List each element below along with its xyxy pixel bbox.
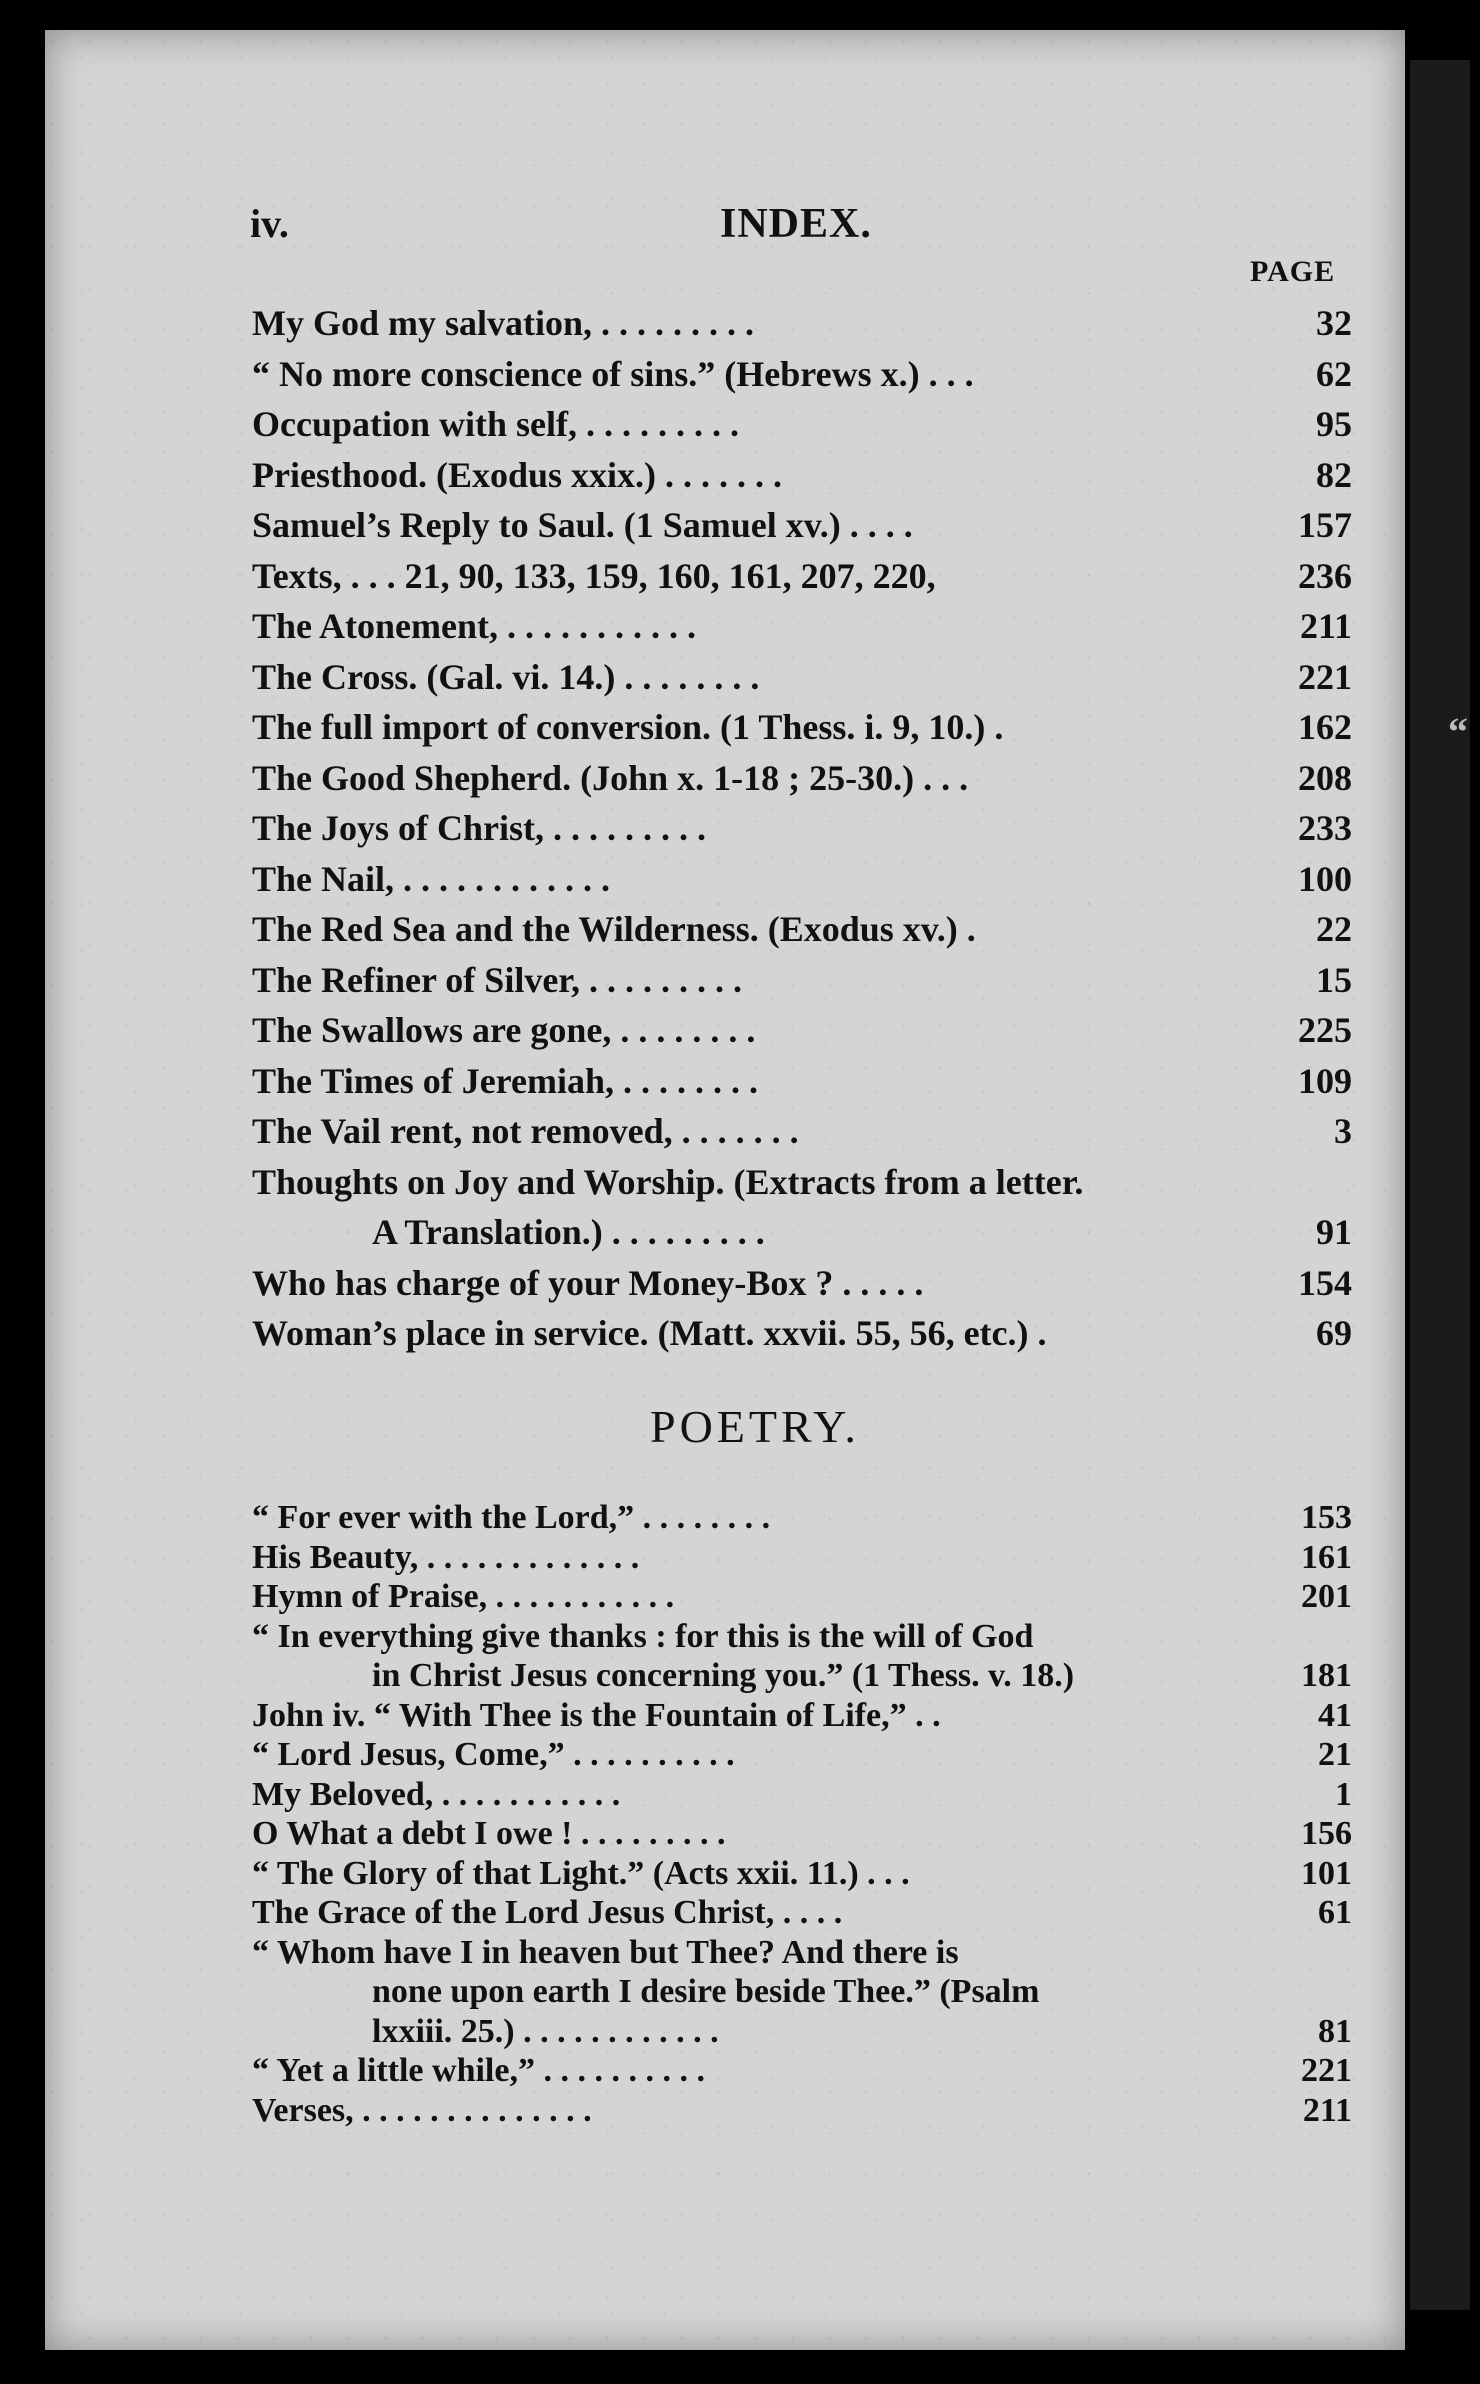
entry-title-line: “ No more conscience of sins.” (Hebrews x.) . . . xyxy=(252,353,974,394)
index-title: INDEX. xyxy=(720,201,872,247)
index-entry xyxy=(252,1775,1352,1815)
entry-title-line: John iv. “ With Thee is the Fountain of Life,” . . xyxy=(252,1696,941,1734)
entry-title-line: The Nail, . . . . . . . . . . . . xyxy=(252,858,611,899)
entry-page-number: 109 xyxy=(1298,1060,1352,1101)
entry-page-number: 69 xyxy=(1316,1313,1352,1353)
index-entry xyxy=(252,551,1352,602)
entry-title-line: Thoughts on Joy and Worship. (Extracts from a letter. xyxy=(252,1161,1084,1202)
index-entry xyxy=(252,955,1352,1006)
entry-page-number: 221 xyxy=(1301,2052,1352,2089)
index-entry xyxy=(252,1893,1352,1933)
entry-title-line: The Times of Jeremiah, . . . . . . . . xyxy=(252,1060,758,1101)
entry-page-number: 91 xyxy=(1316,1212,1352,1252)
index-entry xyxy=(252,753,1352,804)
entry-title-line: The Grace of the Lord Jesus Christ, . . . . xyxy=(252,1894,843,1931)
index-entry xyxy=(252,1854,1352,1894)
entry-page-number: 154 xyxy=(1298,1262,1352,1303)
entry-page-number: 22 xyxy=(1316,909,1352,949)
index-entry xyxy=(252,2091,1352,2131)
entry-page-number: 15 xyxy=(1316,959,1352,1000)
index-entry xyxy=(252,652,1352,703)
entry-title-line: O What a debt I owe ! . . . . . . . . . xyxy=(252,1815,726,1852)
entry-title-line: The Swallows are gone, . . . . . . . . xyxy=(252,1010,756,1050)
entry-title-line: Woman’s place in service. (Matt. xxvii. 55, 56, etc.) . xyxy=(252,1313,1047,1353)
entry-title-line: lxxiii. 25.) . . . . . . . . . . . . xyxy=(372,2012,719,2050)
entry-page-number: 61 xyxy=(1318,1894,1352,1931)
entry-title-line: “ Lord Jesus, Come,” . . . . . . . . . . xyxy=(252,1736,735,1773)
index-entry xyxy=(252,1696,1352,1736)
entry-page-number: 100 xyxy=(1298,858,1352,899)
index-entry xyxy=(252,854,1352,905)
entry-title-line: My God my salvation, . . . . . . . . . xyxy=(252,303,755,343)
index-entry xyxy=(252,2051,1352,2091)
entry-title-line: The Cross. (Gal. vi. 14.) . . . . . . . . xyxy=(252,656,760,697)
index-entry xyxy=(252,1157,1352,1258)
index-entry xyxy=(252,601,1352,652)
entry-title-line: The Good Shepherd. (John x. 1-18 ; 25-30.) . . . xyxy=(252,757,969,798)
entry-page-number: 181 xyxy=(1301,1657,1352,1694)
entry-page-number: 201 xyxy=(1301,1578,1352,1615)
entry-title-line: The full import of conversion. (1 Thess. i. 9, 10.) . xyxy=(252,707,1004,747)
prose-index-list xyxy=(252,298,1352,1359)
entry-page-number: 41 xyxy=(1318,1696,1352,1734)
index-entry xyxy=(252,349,1352,400)
entry-page-number: 82 xyxy=(1316,454,1352,495)
entry-title-line: The Refiner of Silver, . . . . . . . . . xyxy=(252,959,742,1000)
entry-title-line: The Joys of Christ, . . . . . . . . . xyxy=(252,808,707,848)
entry-title-line: My Beloved, . . . . . . . . . . . xyxy=(252,1775,621,1813)
entry-title-line: Who has charge of your Money-Box ? . . . . . xyxy=(252,1262,924,1303)
roman-page-number: iv. xyxy=(250,201,289,246)
entry-page-number: 208 xyxy=(1298,757,1352,798)
index-entry xyxy=(252,1933,1352,2052)
entry-title-line: none upon earth I desire beside Thee.” (Psalm xyxy=(372,1973,1040,2010)
entry-title-line: Texts, . . . 21, 90, 133, 159, 160, 161, 207, 220, xyxy=(252,555,936,596)
entry-title-line: “ Yet a little while,” . . . . . . . . . . xyxy=(252,2052,705,2089)
entry-page-number: 21 xyxy=(1318,1736,1352,1773)
page-column-label: PAGE xyxy=(1250,255,1336,288)
index-entry xyxy=(252,1498,1352,1538)
index-entry xyxy=(252,1258,1352,1309)
index-entry xyxy=(252,1056,1352,1107)
index-entry xyxy=(252,1106,1352,1157)
index-entry xyxy=(252,904,1352,955)
entry-title-line: Occupation with self, . . . . . . . . . xyxy=(252,404,740,444)
entry-title-line: Hymn of Praise, . . . . . . . . . . . xyxy=(252,1578,675,1615)
entry-page-number: 157 xyxy=(1298,505,1352,545)
index-entry xyxy=(252,803,1352,854)
entry-page-number: 1 xyxy=(1335,1775,1352,1813)
index-entry xyxy=(252,1005,1352,1056)
index-entry xyxy=(252,1538,1352,1578)
entry-page-number: 162 xyxy=(1298,707,1352,747)
poetry-heading: POETRY. xyxy=(650,1401,860,1452)
entry-title-line: The Red Sea and the Wilderness. (Exodus xv.) . xyxy=(252,909,976,949)
index-entry xyxy=(252,1735,1352,1775)
book-spine-shadow xyxy=(1410,60,1470,2310)
entry-title-line: “ Whom have I in heaven but Thee? And there is xyxy=(252,1933,959,1971)
entry-title-line: “ In everything give thanks : for this is the will of God xyxy=(252,1617,1034,1655)
entry-title-line: in Christ Jesus concerning you.” (1 Thess. v. 18.) xyxy=(372,1657,1075,1694)
page-header xyxy=(250,200,1350,288)
index-entry xyxy=(252,1577,1352,1617)
entry-page-number: 101 xyxy=(1301,1854,1352,1892)
index-entry xyxy=(252,399,1352,450)
entry-page-number: 95 xyxy=(1316,404,1352,444)
entry-page-number: 211 xyxy=(1302,2091,1352,2129)
entry-title-line: Verses, . . . . . . . . . . . . . . xyxy=(252,2091,592,2129)
entry-title-line: His Beauty, . . . . . . . . . . . . . xyxy=(252,1538,640,1576)
entry-page-number: 221 xyxy=(1298,656,1352,697)
entry-page-number: 32 xyxy=(1316,303,1352,343)
entry-title-line: A Translation.) . . . . . . . . . xyxy=(372,1212,765,1252)
entry-page-number: 62 xyxy=(1316,353,1352,394)
index-entry xyxy=(252,1308,1352,1359)
index-entry xyxy=(252,298,1352,349)
entry-page-number: 211 xyxy=(1299,606,1352,646)
entry-title-line: The Vail rent, not removed, . . . . . . . xyxy=(252,1111,799,1151)
entry-title-line: The Atonement, . . . . . . . . . . . xyxy=(252,606,696,646)
entry-page-number: 81 xyxy=(1318,2012,1352,2050)
entry-page-number: 236 xyxy=(1298,555,1352,596)
entry-title-line: Priesthood. (Exodus xxix.) . . . . . . . xyxy=(252,454,783,495)
index-entry xyxy=(252,500,1352,551)
adjacent-page-mark: “ xyxy=(1448,709,1468,754)
entry-title-line: “ For ever with the Lord,” . . . . . . . . xyxy=(252,1499,771,1536)
index-entry xyxy=(252,1814,1352,1854)
entry-page-number: 161 xyxy=(1301,1538,1352,1576)
entry-title-line: “ The Glory of that Light.” (Acts xxii. 11.) . . . xyxy=(252,1854,910,1892)
entry-page-number: 3 xyxy=(1334,1111,1352,1151)
index-entry xyxy=(252,450,1352,501)
index-entry xyxy=(252,1617,1352,1696)
entry-page-number: 156 xyxy=(1301,1815,1352,1852)
entry-title-line: Samuel’s Reply to Saul. (1 Samuel xv.) . . . . xyxy=(252,505,913,545)
entry-page-number: 225 xyxy=(1298,1010,1352,1050)
poetry-index-list xyxy=(252,1498,1352,2130)
entry-page-number: 233 xyxy=(1298,808,1352,848)
entry-page-number: 153 xyxy=(1301,1499,1352,1536)
index-entry xyxy=(252,702,1352,753)
